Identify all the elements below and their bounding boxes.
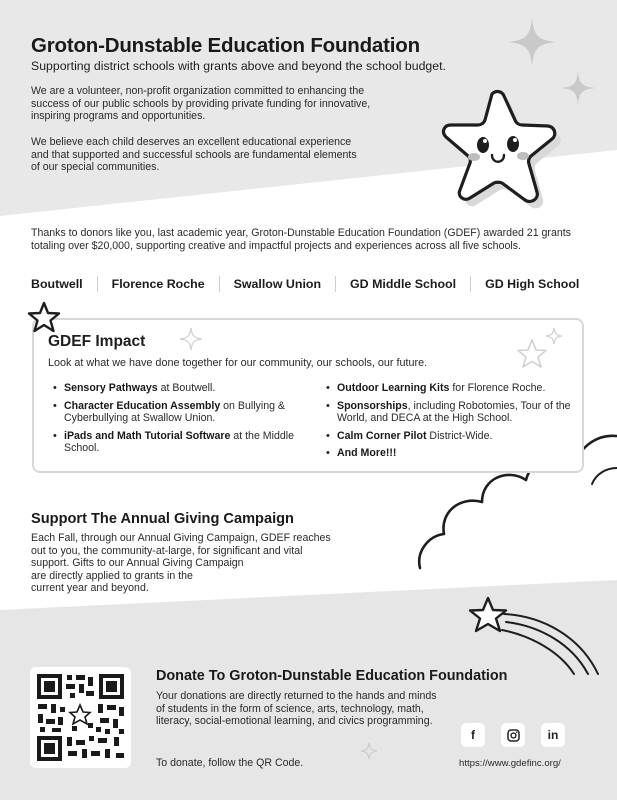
linkedin-icon[interactable]: in <box>541 723 565 747</box>
qr-instruction: To donate, follow the QR Code. <box>156 757 304 769</box>
donate-title: Donate To Groton-Dunstable Education Foundation <box>156 668 508 684</box>
school-item: Florence Roche <box>111 277 205 291</box>
star-sparkle-icon <box>508 324 566 380</box>
list-item: • Character Education Assembly on Bullying & Cyberbullying at Swallow Union. <box>52 400 294 425</box>
donors-paragraph: Thanks to donors like you, last academic year, Groton-Dunstable Education Foundation (GDEF) awarded 21 grants totaling over $20,000, supporting creative and impactful projects and experiences across all five schools. <box>31 227 571 252</box>
instagram-glyph <box>507 729 520 742</box>
list-item: • Sponsorships, including Robotomies, Tour of the World, and DECA at the High School. <box>325 400 575 425</box>
impact-title: GDEF Impact <box>48 333 146 350</box>
campaign-title: Support The Annual Giving Campaign <box>31 511 294 527</box>
donate-paragraph: Your donations are directly returned to the hands and minds of students in the form of science, arts, technology, math, literacy, social-emotional learning, and civics programming. <box>156 690 437 728</box>
school-item: Swallow Union <box>233 277 322 291</box>
qr-code[interactable] <box>30 667 131 768</box>
impact-list-left <box>52 382 294 460</box>
campaign-paragraph: Each Fall, through our Annual Giving Campaign, GDEF reaches out to you, the community-at-large, for significant and vital support. Gifts to our Annual Giving Campaign are directly applied to grants in the current year and beyond. <box>31 532 331 595</box>
impact-list-right <box>325 382 575 465</box>
impact-card <box>32 318 584 473</box>
school-item: Boutwell <box>31 277 83 291</box>
school-item: GD Middle School <box>350 277 457 291</box>
list-item: • iPads and Math Tutorial Software at the Middle School. <box>52 430 294 455</box>
sparkle-icon <box>360 742 378 760</box>
tagline: Supporting district schools with grants above and beyond the school budget. <box>31 59 446 73</box>
belief-paragraph: We believe each child deserves an excellent educational experience and that supported and successful schools are fundamental elements of our special communities. <box>31 136 357 174</box>
page-title: Groton-Dunstable Education Foundation <box>31 34 420 57</box>
list-item: • Outdoor Learning Kits for Florence Roche. <box>325 382 575 395</box>
sparkle-icon <box>178 326 204 352</box>
divider <box>97 276 98 292</box>
divider <box>335 276 336 292</box>
instagram-icon[interactable] <box>501 723 525 747</box>
smiling-star-icon <box>430 82 580 222</box>
impact-intro: Look at what we have done together for our community, our schools, our future. <box>48 357 428 369</box>
star-outline-icon <box>27 301 61 333</box>
schools-list <box>31 276 579 292</box>
qr-code-icon <box>30 667 131 768</box>
list-item: • Calm Corner Pilot District-Wide. <box>325 430 575 443</box>
website-link[interactable]: https://www.gdefinc.org/ <box>459 758 561 769</box>
list-item: • Sensory Pathways at Boutwell. <box>52 382 294 395</box>
school-item: GD High School <box>485 277 580 291</box>
divider <box>470 276 471 292</box>
divider <box>219 276 220 292</box>
intro-paragraph: We are a volunteer, non-profit organization committed to enhancing the success of our public schools by providing private funding for innovative, inspiring programs and opportunities. <box>31 85 371 123</box>
list-item: • And More!!! <box>325 447 575 460</box>
facebook-icon[interactable]: f <box>461 723 485 747</box>
